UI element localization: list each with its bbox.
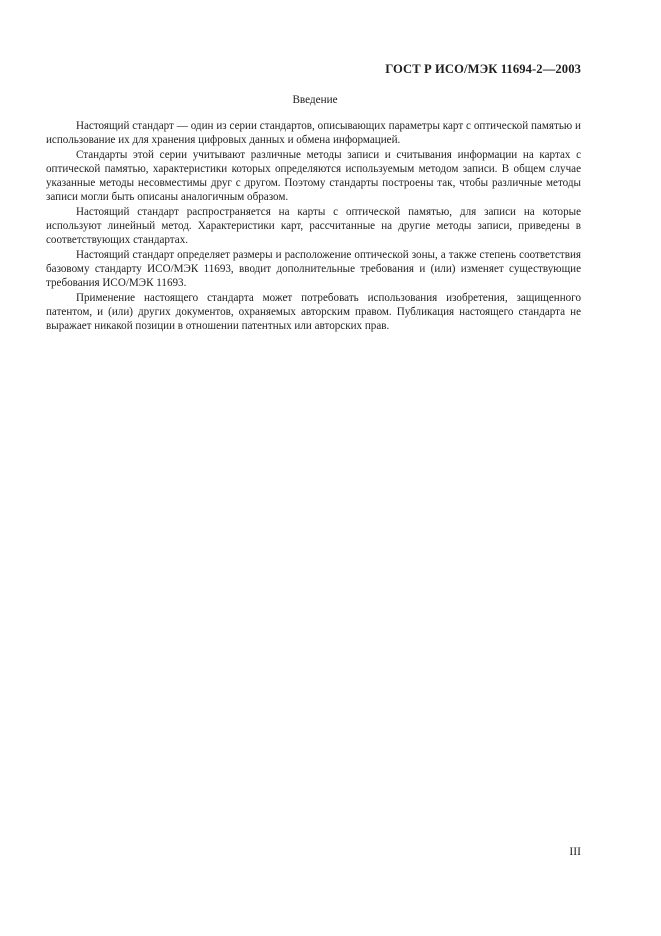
document-code-header: ГОСТ Р ИСО/МЭК 11694-2—2003 <box>385 62 581 76</box>
paragraph-4: Настоящий стандарт определяет размеры и расположение оптической зоны, а также степень соответствия базовому стандарту ИСО/МЭК 11693, вводит дополнительные требования и (или) изменяет существующие требования ИСО/МЭК 11693. <box>46 248 581 290</box>
paragraph-5: Применение настоящего стандарта может потребовать использования изобретения, защищенного патентом, и (или) других документов, охраняемых авторским правом. Публикация настоящего стандарта не выражает никакой позиции в отношении патентных или авторских прав. <box>46 291 581 333</box>
section-title: Введение <box>292 94 338 106</box>
paragraph-2: Стандарты этой серии учитывают различные методы записи и считывания информации на картах с оптической памятью, характеристики которых определяются используемым методом записи. В общем случае указанные методы несовместимы друг с другом. Поэтому стандарты построены так, чтобы различные методы записи могли быть описаны аналогичным образом. <box>46 148 581 204</box>
paragraph-1: Настоящий стандарт — один из серии стандартов, описывающих параметры карт с оптической памятью и использование их для хранения цифровых данных и обмена информацией. <box>46 120 581 147</box>
page-number: III <box>569 845 581 858</box>
paragraph-3: Настоящий стандарт распространяется на карты с оптической памятью, для записи на которые используют линейный метод. Характеристики карт, рассчитанные на другие методы записи, приведены в соответствующих стандартах. <box>46 205 581 247</box>
introduction-body <box>46 119 581 333</box>
